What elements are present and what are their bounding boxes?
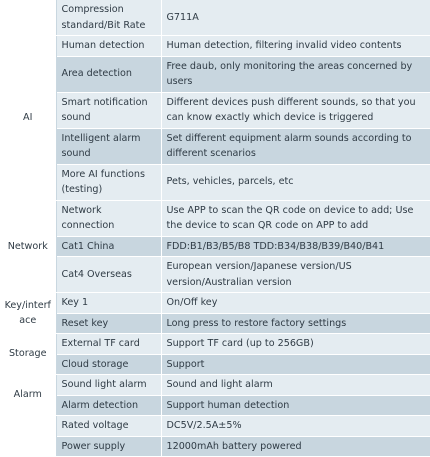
spec-label: Intelligent alarm sound — [56, 128, 161, 164]
spec-label: Cat1 China — [56, 236, 161, 257]
spec-label: Compression standard/Bit Rate — [56, 0, 161, 36]
spec-label: Area detection — [56, 56, 161, 92]
table-row — [0, 164, 430, 200]
spec-value: DC5V/2.5A±5% — [161, 416, 430, 437]
category-cell-network: Network — [0, 200, 56, 293]
category-cell-storage: Storage — [0, 334, 56, 375]
spec-label: Network connection — [56, 200, 161, 236]
table-row — [0, 416, 430, 437]
spec-label: Alarm detection — [56, 395, 161, 416]
spec-label: External TF card — [56, 334, 161, 355]
table-row — [0, 334, 430, 355]
table-row — [0, 375, 430, 396]
spec-value: European version/Japanese version/US version/Australian version — [161, 257, 430, 293]
spec-value: Human detection, filtering invalid video contents — [161, 36, 430, 57]
spec-value: Use APP to scan the QR code on device to add; Use the device to scan QR code on APP to add — [161, 200, 430, 236]
category-cell-ai: AI — [0, 36, 56, 201]
table-row — [0, 236, 430, 257]
table-row — [0, 436, 430, 457]
spec-value: Support human detection — [161, 395, 430, 416]
spec-value: Set different equipment alarm sounds according to different scenarios — [161, 128, 430, 164]
table-row — [0, 257, 430, 293]
table-row — [0, 200, 430, 236]
spec-label: Key 1 — [56, 293, 161, 314]
spec-value: On/Off key — [161, 293, 430, 314]
spec-value: G711A — [161, 0, 430, 36]
spec-value: Different devices push different sounds, so that you can know exactly which device is triggered — [161, 92, 430, 128]
table-row — [0, 128, 430, 164]
table-row — [0, 92, 430, 128]
table-row — [0, 0, 430, 36]
table-row — [0, 395, 430, 416]
category-cell — [0, 0, 56, 36]
spec-label: Cloud storage — [56, 354, 161, 375]
table-row — [0, 56, 430, 92]
category-cell-key-interface: Key/interface — [0, 293, 56, 334]
spec-value: Pets, vehicles, parcels, etc — [161, 164, 430, 200]
spec-label: Smart notification sound — [56, 92, 161, 128]
spec-label: Sound light alarm — [56, 375, 161, 396]
spec-value: 12000mAh battery powered — [161, 436, 430, 457]
table-row — [0, 293, 430, 314]
spec-value: Support TF card (up to 256GB) — [161, 334, 430, 355]
category-cell-alarm: Alarm — [0, 375, 56, 416]
spec-label: Reset key — [56, 313, 161, 334]
spec-value: Free daub, only monitoring the areas concerned by users — [161, 56, 430, 92]
category-cell — [0, 416, 56, 457]
spec-value: Sound and light alarm — [161, 375, 430, 396]
spec-label: Human detection — [56, 36, 161, 57]
spec-value: FDD:B1/B3/B5/B8 TDD:B34/B38/B39/B40/B41 — [161, 236, 430, 257]
spec-label: Power supply — [56, 436, 161, 457]
table-row — [0, 313, 430, 334]
spec-label: Rated voltage — [56, 416, 161, 437]
spec-label: More AI functions (testing) — [56, 164, 161, 200]
spec-value: Long press to restore factory settings — [161, 313, 430, 334]
spec-label: Cat4 Overseas — [56, 257, 161, 293]
table-row — [0, 36, 430, 57]
spec-value: Support — [161, 354, 430, 375]
table-row — [0, 354, 430, 375]
